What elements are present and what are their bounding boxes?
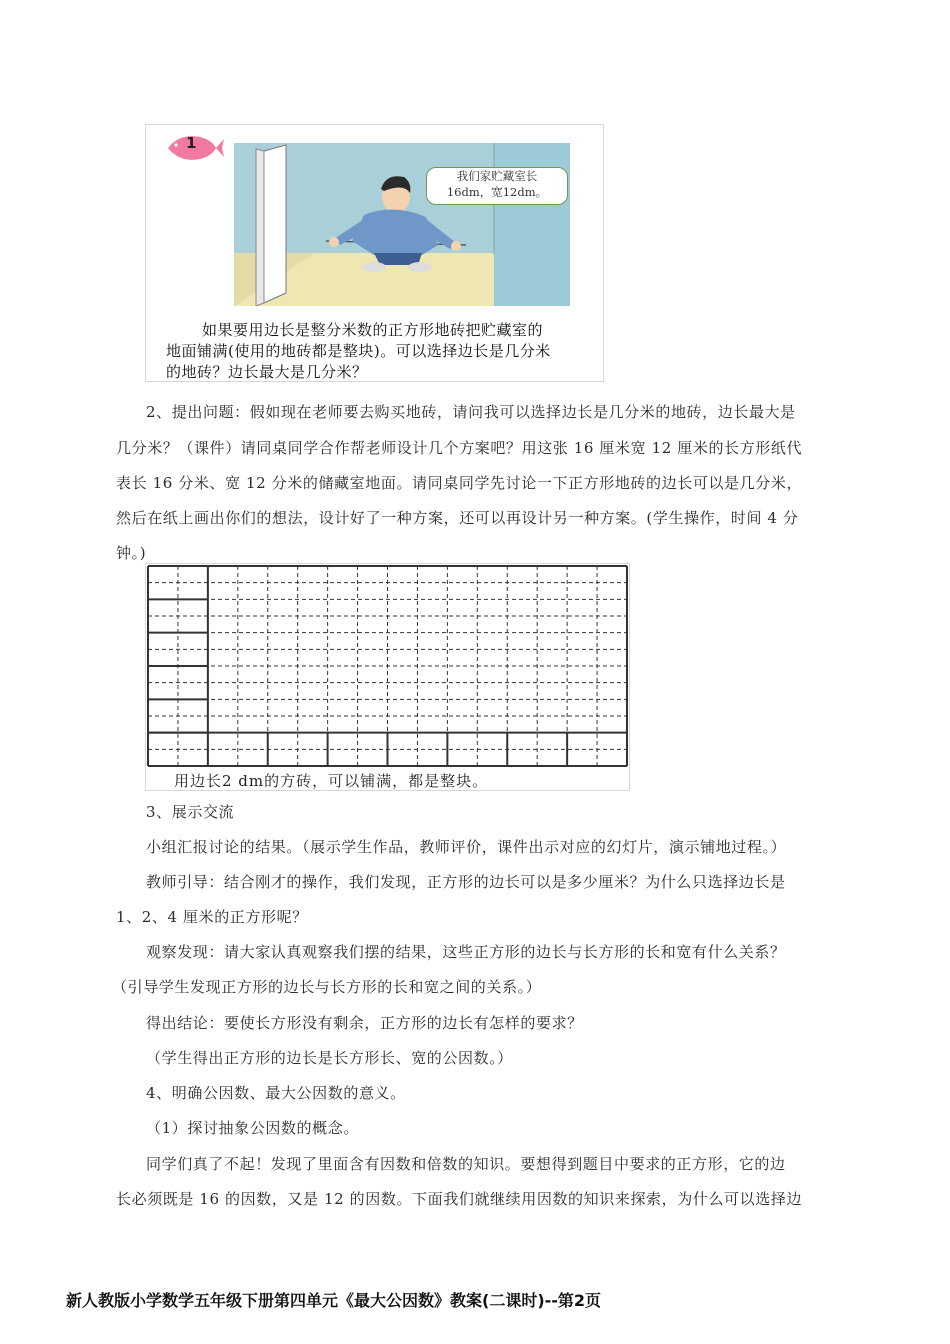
para2-line-2: 几分米？（课件）请同桌同学合作帮老师设计几个方案吧？用这张 16 厘米宽 12 厘米的长方形纸代 (116, 439, 803, 457)
section3-para-3-line-1: 观察发现：请大家认真观察我们摆的结果，这些正方形的边长与长方形的长和宽有什么关系？ (146, 943, 786, 961)
figure2-caption: 用边长2 dm的方砖，可以铺满，都是整块。 (174, 772, 489, 790)
figure1-caption-line-2: 地面铺满(使用的地砖都是整块)。可以选择边长是几分米 (166, 342, 551, 360)
section3-para-2-line-2: 1、2、4 厘米的正方形呢？ (116, 908, 308, 926)
section4-subheading: （1）探讨抽象公因数的概念。 (146, 1119, 359, 1137)
speech-bubble (426, 167, 568, 205)
section4-para-line-1: 同学们真了不起！发现了里面含有因数和倍数的知识。要想得到题目中要求的正方形，它的边 (146, 1155, 786, 1173)
figure-number: 1 (186, 134, 197, 152)
section3-para-1: 小组汇报讨论的结果。（展示学生作品，教师评价，课件出示对应的幻灯片，演示铺地过程。） (146, 838, 787, 856)
grid-drawing (146, 564, 629, 768)
speech-line-1: 我们家贮藏室长 (456, 169, 538, 183)
para2-line-5: 钟。) (116, 544, 147, 562)
section3-para-2-line-1: 教师引导：结合刚才的操作，我们发现，正方形的边长可以是多少厘米？为什么只选择边长是 (146, 873, 786, 891)
figure1-caption-line-3: 的地砖？边长最大是几分米？ (166, 363, 368, 381)
para2-line-3: 表长 16 分米、宽 12 分米的储藏室地面。请同桌同学先讨论一下正方形地砖的边长可以是几分米， (116, 474, 803, 492)
section3-para-5: （学生得出正方形的边长是长方形长、宽的公因数。） (146, 1049, 513, 1067)
storage-room-illustration (234, 143, 570, 306)
section4-para-line-2: 长必须既是 16 的因数，又是 12 的因数。下面我们就继续用因数的知识来探索，为什么可以选择边 (116, 1190, 803, 1208)
page-footer: 新人教版小学数学五年级下册第四单元《最大公因数》教案(二课时)--第2页 (66, 1291, 602, 1310)
section3-para-4: 得出结论：要使长方形没有剩余，正方形的边长有怎样的要求？ (146, 1014, 583, 1032)
figure1-caption-line-1: 如果要用边长是整分米数的正方形地砖把贮藏室的 (202, 321, 544, 339)
para2-line-1: 2、提出问题：假如现在老师要去购买地砖，请问我可以选择边长是几分米的地砖，边长最大是 (146, 403, 796, 421)
speech-line-2: 16dm，宽12dm。 (446, 185, 548, 199)
section3-para-3-line-2: （引导学生发现正方形的边长与长方形的长和宽之间的关系。） (112, 978, 542, 996)
figure-tiling-grid (145, 563, 630, 791)
section4-heading: 4、明确公因数、最大公因数的意义。 (146, 1084, 406, 1102)
section3-heading: 3、展示交流 (146, 803, 235, 821)
figure-storage-room (145, 124, 604, 382)
figure1-caption (166, 320, 591, 382)
para2-line-4: 然后在纸上画出你们的想法，设计好了一种方案，还可以再设计另一种方案。(学生操作，时间 4 分 (116, 509, 799, 527)
